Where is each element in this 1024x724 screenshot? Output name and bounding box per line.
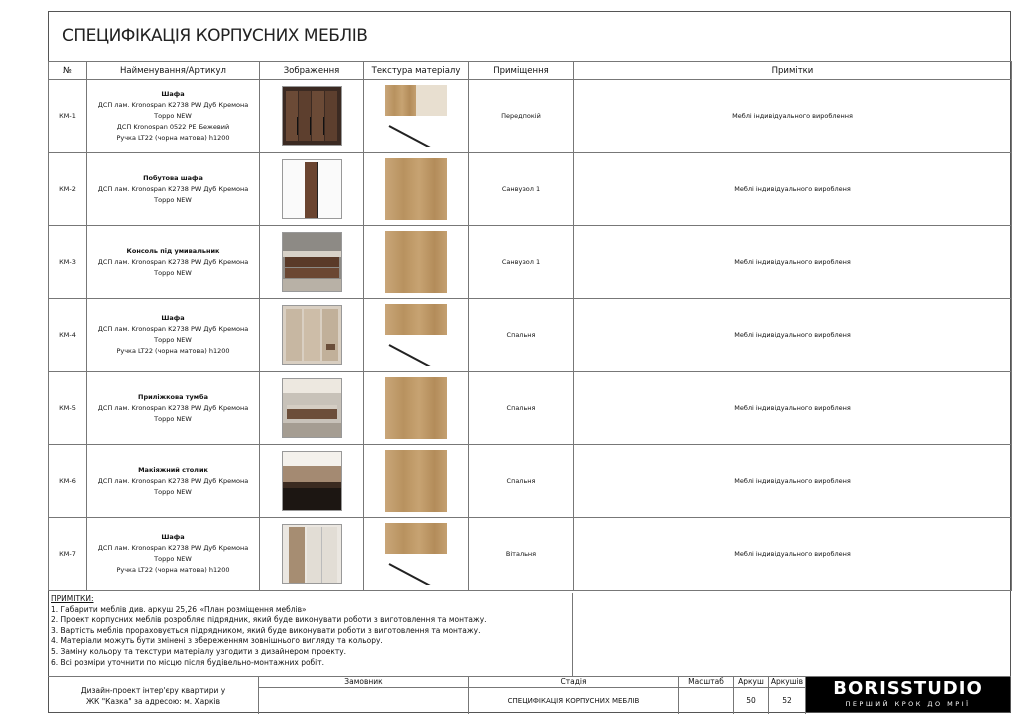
row-id: КМ-3 [49, 226, 87, 299]
row-note: Меблі індивідуального виробленя [574, 226, 1012, 299]
logo-tagline: ПЕРШИЙ КРОК ДО МРІЇ [845, 700, 971, 708]
item-material-line: Торро NEW [154, 414, 192, 423]
stage-label: Стадія [468, 677, 678, 688]
row-id: КМ-7 [49, 518, 87, 591]
row-texture-cell [364, 372, 469, 445]
row-name-cell [87, 372, 260, 445]
scale-label: Масштаб [678, 677, 733, 688]
note-item: 5. Заміну кольору та текстури матеріалу узгодити з дизайнером проекту. [51, 646, 347, 656]
row-note: Меблі індивідуального виробленя [574, 445, 1012, 518]
row-room: Вітальня [469, 518, 574, 591]
material-texture [385, 450, 447, 512]
item-material-line: Торро NEW [154, 336, 192, 344]
furniture-image [282, 232, 342, 292]
item-title: Консоль під умивальник [126, 246, 220, 255]
row-note: Меблі індивідуального виробленя [574, 153, 1012, 226]
row-note: Меблі індивідуального виробленя [574, 372, 1012, 445]
header-image: Зображення [260, 62, 364, 80]
row-id: КМ-4 [49, 299, 87, 372]
row-room: Санвузол 1 [469, 226, 574, 299]
row-name-cell [87, 80, 260, 153]
item-material-line: Торро NEW [154, 268, 192, 277]
logo-name: BORISSTUDIO [833, 678, 983, 699]
customer-label: Замовник [258, 677, 468, 688]
header-room: Приміщення [469, 62, 574, 80]
note-item: 4. Матеріали можуть бути змінені з збереженням зовнішнього вигляду та кольору. [51, 636, 383, 646]
notes-heading: ПРИМІТКИ: [51, 594, 94, 603]
item-material-line: ДСП лам. Kronospan K2738 PW Дуб Кремона [97, 403, 249, 412]
item-title: Шафа [161, 89, 185, 98]
row-texture-cell [364, 445, 469, 518]
project-line-2: ЖК "Казка" за адресою: м. Харків [85, 697, 221, 706]
page-title: СПЕЦИФІКАЦІЯ КОРПУСНИХ МЕБЛІВ [62, 26, 368, 46]
row-room: Спальня [469, 372, 574, 445]
item-material-line: Торро NEW [154, 555, 192, 563]
row-name-cell [87, 518, 260, 591]
item-material-line: ДСП лам. Kronospan K2738 PW Дуб Кремона [97, 325, 249, 333]
table-row [49, 153, 1012, 226]
item-title: Макіяжний столик [138, 465, 208, 474]
handle-icon [389, 344, 441, 366]
row-id: КМ-5 [49, 372, 87, 445]
table-row [49, 299, 1012, 372]
row-note: Меблі індивідуального виробленя [574, 518, 1012, 591]
item-material-line: Ручка LT22 (чорна матова) h1200 [116, 566, 230, 574]
item-material-line: Торро NEW [154, 195, 192, 204]
furniture-image [282, 159, 342, 219]
row-room: Спальня [469, 299, 574, 372]
handle-icon [389, 125, 441, 147]
sheet-number: 50 [733, 688, 768, 714]
row-room: Передпокій [469, 80, 574, 153]
header-texture: Текстура матеріалу [364, 62, 469, 80]
row-name-cell [87, 226, 260, 299]
table-row [49, 80, 1012, 153]
sheet-name: СПЕЦИФІКАЦІЯ КОРПУСНИХ МЕБЛІВ [468, 688, 678, 714]
header-notes: Примітки [574, 62, 1012, 80]
row-texture-cell [364, 518, 469, 591]
row-id: КМ-1 [49, 80, 87, 153]
material-texture [385, 158, 447, 220]
furniture-image [282, 451, 342, 511]
note-item: 1. Габарити меблів див. аркуш 25,26 «План розміщення меблів» [51, 604, 307, 614]
furniture-image [282, 378, 342, 438]
item-material-line: ДСП лам. Kronospan K2738 PW Дуб Кремона [97, 257, 249, 266]
row-image-cell [260, 445, 364, 518]
row-name-cell [87, 153, 260, 226]
row-room: Спальня [469, 445, 574, 518]
row-texture-cell [364, 299, 469, 372]
note-item: 3. Вартість меблів прораховується підрядником, який буде виконувати роботи з виготовлення та монтажу. [51, 625, 481, 635]
item-material-line: ДСП лам. Kronospan K2738 PW Дуб Кремона [97, 100, 249, 109]
item-material-line: Торро NEW [154, 487, 192, 496]
row-image-cell [260, 372, 364, 445]
row-image-cell [260, 153, 364, 226]
handle-icon [389, 563, 441, 585]
project-line-1: Дизайн-проект інтер'єру квартири у [80, 686, 226, 695]
material-texture [385, 85, 447, 147]
customer-value [258, 688, 468, 714]
row-note: Меблі індивідуального вироблення [574, 80, 1012, 153]
company-logo [806, 677, 1010, 712]
row-texture-cell [364, 80, 469, 153]
furniture-image [282, 305, 342, 365]
item-material-line: ДСП лам. Kronospan K2738 PW Дуб Кремона [97, 544, 249, 552]
note-item: 6. Всі розміри уточнити по місцю після будівельно-монтажних робіт. [51, 657, 325, 667]
row-image-cell [260, 518, 364, 591]
item-material-line: ДСП лам. Kronospan K2738 PW Дуб Кремона [97, 476, 249, 485]
item-title: Приліжкова тумба [138, 392, 208, 401]
item-material-line: Торро NEW [154, 111, 192, 120]
row-image-cell [260, 299, 364, 372]
row-room: Санвузол 1 [469, 153, 574, 226]
material-texture [385, 377, 447, 439]
row-texture-cell [364, 153, 469, 226]
item-title: Шафа [161, 533, 185, 541]
item-material-line: ДСП лам. Kronospan K2738 PW Дуб Кремона [97, 184, 249, 193]
furniture-image [282, 524, 342, 584]
header-num: № [49, 62, 87, 80]
scale-value [678, 688, 733, 714]
item-title: Шафа [161, 314, 185, 322]
row-image-cell [260, 226, 364, 299]
row-texture-cell [364, 226, 469, 299]
sheet-label: Аркуш [733, 677, 768, 688]
table-row [49, 372, 1012, 445]
material-texture [385, 523, 447, 585]
project-description [48, 677, 258, 714]
material-texture [385, 304, 447, 366]
table-row [49, 518, 1012, 591]
row-name-cell [87, 445, 260, 518]
sheets-label: Аркушів [768, 677, 806, 688]
sheets-total: 52 [768, 688, 806, 714]
notes-block [51, 594, 571, 668]
note-item: 2. Проект корпусних меблів розробляє підрядник, який буде виконувати роботи з виготовлення та монтажу. [51, 615, 487, 625]
row-note: Меблі індивідуального виробленя [574, 299, 1012, 372]
table-header-row [49, 62, 1012, 80]
row-id: КМ-2 [49, 153, 87, 226]
table-row [49, 445, 1012, 518]
row-id: КМ-6 [49, 445, 87, 518]
notes-divider [572, 593, 573, 676]
item-material-line: Ручка LT22 (чорна матова) h1200 [116, 133, 230, 142]
row-name-cell [87, 299, 260, 372]
row-image-cell [260, 80, 364, 153]
material-texture [385, 231, 447, 293]
item-material-line: Ручка LT22 (чорна матова) h1200 [116, 347, 230, 355]
table-row [49, 226, 1012, 299]
header-name: Найменування/Артикул [87, 62, 260, 80]
item-material-line: ДСП Kronospan 0522 PE Бежевий [116, 122, 230, 131]
specification-table [48, 61, 1012, 591]
furniture-image [282, 86, 342, 146]
item-title: Побутова шафа [143, 173, 203, 182]
